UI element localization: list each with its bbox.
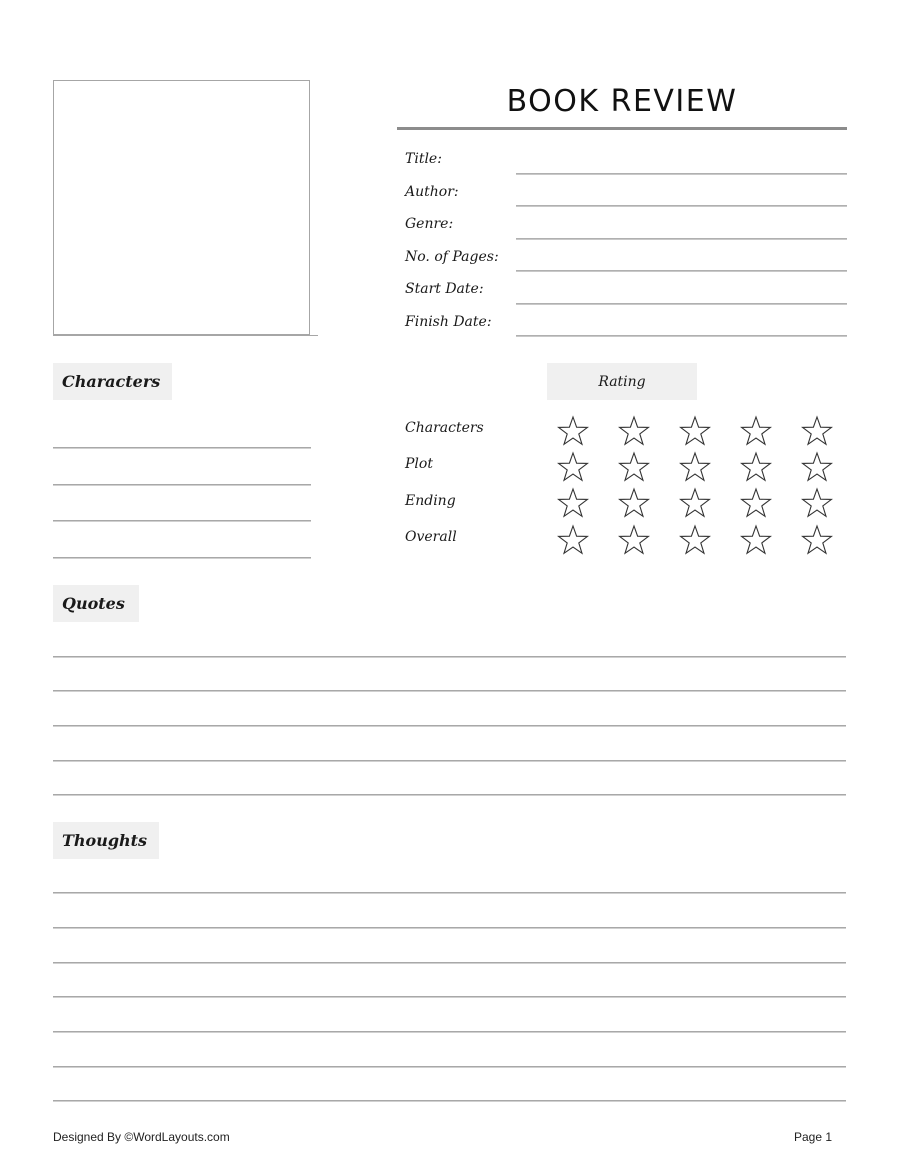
star-outline-icon[interactable] bbox=[557, 524, 589, 556]
footer-page-number: Page 1 bbox=[794, 1130, 833, 1144]
field-label-start-date: Start Date: bbox=[405, 281, 484, 297]
star-outline-icon[interactable] bbox=[618, 415, 650, 447]
star-outline-icon[interactable] bbox=[740, 451, 772, 483]
quotes-line-5[interactable] bbox=[53, 794, 846, 796]
star-outline-icon[interactable] bbox=[618, 451, 650, 483]
star-outline-icon[interactable] bbox=[801, 487, 833, 519]
star-outline-icon[interactable] bbox=[618, 487, 650, 519]
rating-heading-tag bbox=[547, 363, 697, 400]
rating-label-plot: Plot bbox=[405, 456, 433, 472]
characters-line-4[interactable] bbox=[53, 557, 311, 559]
star-outline-icon[interactable] bbox=[740, 524, 772, 556]
field-line-author[interactable] bbox=[516, 205, 847, 207]
rating-heading: Rating bbox=[598, 373, 646, 390]
quotes-line-3[interactable] bbox=[53, 725, 846, 727]
quotes-heading: Quotes bbox=[62, 594, 125, 613]
star-outline-icon[interactable] bbox=[801, 451, 833, 483]
star-outline-icon[interactable] bbox=[679, 451, 711, 483]
quotes-heading-tag bbox=[53, 585, 139, 622]
page-title: BOOK REVIEW bbox=[506, 84, 738, 119]
thoughts-line-7[interactable] bbox=[53, 1100, 846, 1102]
rating-label-ending: Ending bbox=[405, 493, 456, 509]
star-outline-icon[interactable] bbox=[618, 524, 650, 556]
star-outline-icon[interactable] bbox=[679, 415, 711, 447]
field-label-title: Title: bbox=[405, 151, 442, 167]
thoughts-line-4[interactable] bbox=[53, 996, 846, 998]
characters-heading: Characters bbox=[62, 372, 161, 391]
field-line-genre[interactable] bbox=[516, 238, 847, 240]
thoughts-heading: Thoughts bbox=[62, 831, 148, 850]
star-outline-icon[interactable] bbox=[801, 524, 833, 556]
cover-box-bottom-rule bbox=[53, 335, 318, 336]
field-label-genre: Genre: bbox=[405, 216, 454, 232]
thoughts-heading-tag bbox=[53, 822, 159, 859]
characters-line-2[interactable] bbox=[53, 484, 311, 486]
star-outline-icon[interactable] bbox=[557, 415, 589, 447]
star-outline-icon[interactable] bbox=[740, 487, 772, 519]
footer-credit: Designed By ©WordLayouts.com bbox=[53, 1130, 230, 1144]
quotes-line-2[interactable] bbox=[53, 690, 846, 692]
thoughts-line-1[interactable] bbox=[53, 892, 846, 894]
characters-line-3[interactable] bbox=[53, 520, 311, 522]
quotes-line-1[interactable] bbox=[53, 656, 846, 658]
thoughts-line-5[interactable] bbox=[53, 1031, 846, 1033]
field-line-finish-date[interactable] bbox=[516, 335, 847, 337]
characters-heading-tag bbox=[53, 363, 172, 400]
star-outline-icon[interactable] bbox=[557, 487, 589, 519]
book-cover-box[interactable] bbox=[53, 80, 310, 335]
thoughts-line-3[interactable] bbox=[53, 962, 846, 964]
field-line-start-date[interactable] bbox=[516, 303, 847, 305]
field-label-author: Author: bbox=[405, 184, 459, 200]
thoughts-line-6[interactable] bbox=[53, 1066, 846, 1068]
thoughts-line-2[interactable] bbox=[53, 927, 846, 929]
rating-label-overall: Overall bbox=[405, 529, 457, 545]
field-line-title[interactable] bbox=[516, 173, 847, 175]
star-outline-icon[interactable] bbox=[740, 415, 772, 447]
title-underline bbox=[397, 127, 847, 130]
field-label-pages: No. of Pages: bbox=[405, 249, 499, 265]
star-outline-icon[interactable] bbox=[801, 415, 833, 447]
rating-label-characters: Characters bbox=[405, 420, 484, 436]
field-label-finish-date: Finish Date: bbox=[405, 314, 492, 330]
star-outline-icon[interactable] bbox=[679, 524, 711, 556]
quotes-line-4[interactable] bbox=[53, 760, 846, 762]
star-outline-icon[interactable] bbox=[557, 451, 589, 483]
field-line-pages[interactable] bbox=[516, 270, 847, 272]
star-outline-icon[interactable] bbox=[679, 487, 711, 519]
characters-line-1[interactable] bbox=[53, 447, 311, 449]
